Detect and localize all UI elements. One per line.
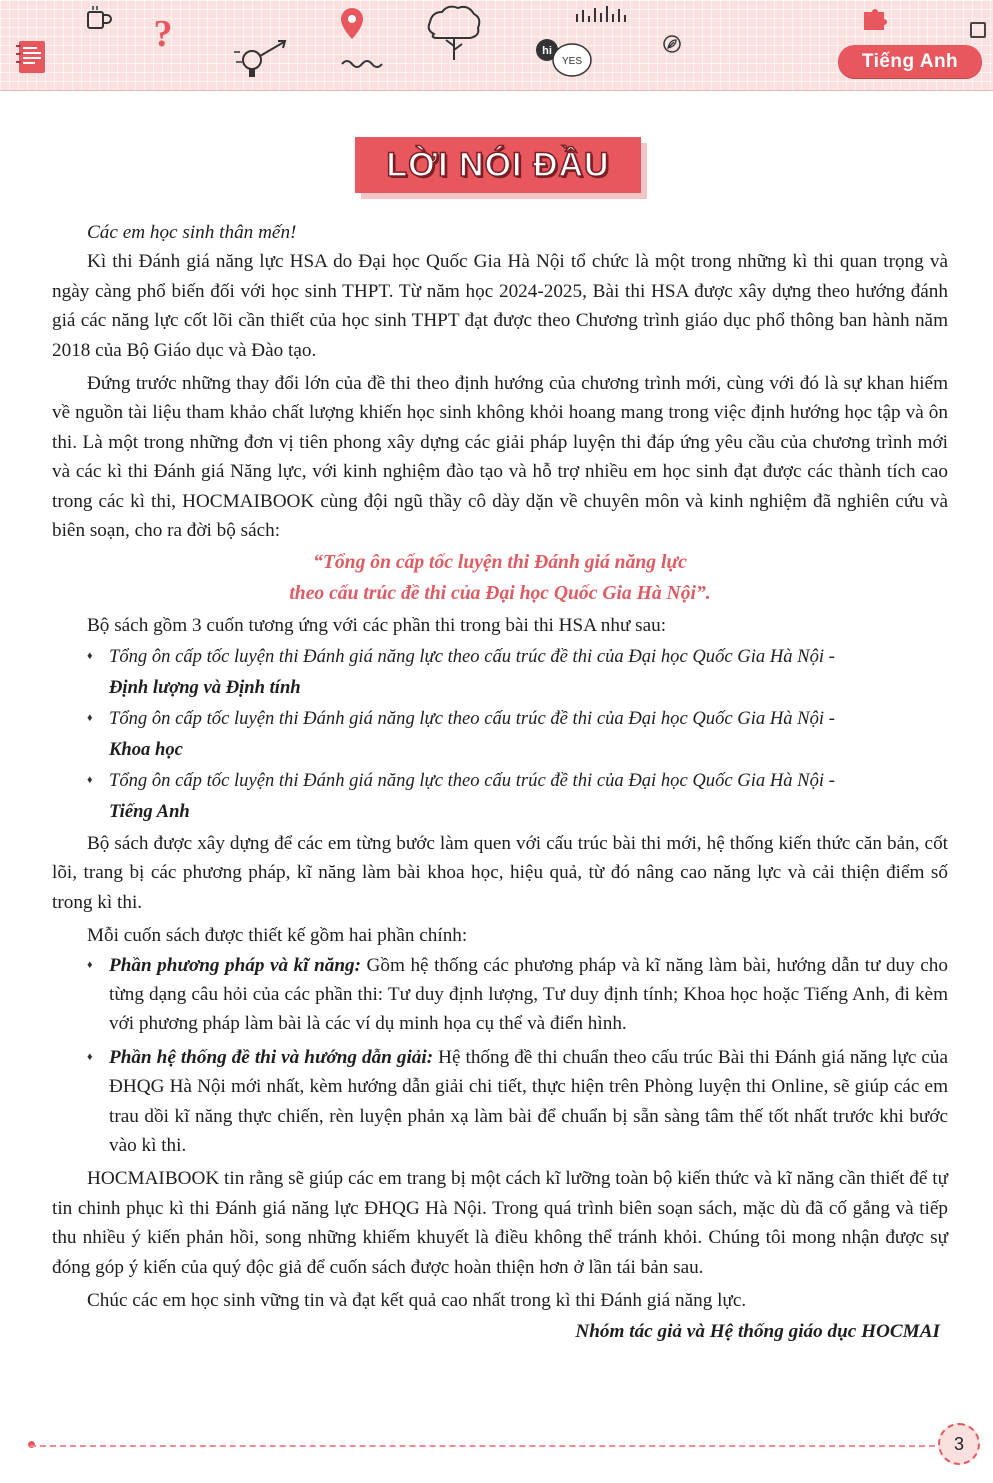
location-wave-icon	[338, 6, 390, 72]
book-item-prefix: Tổng ôn cấp tốc luyện thi Đánh giá năng lực theo cấu trúc đề thi của Đại học Quốc Gia Hà Nội -	[109, 769, 835, 791]
hi-yes-bubble-icon	[536, 36, 598, 86]
part-item	[52, 1043, 948, 1161]
page-title: LỜI NÓI ĐẦU	[386, 145, 610, 184]
book-list	[52, 641, 948, 827]
paragraph-4: HOCMAIBOOK tin rằng sẽ giúp các em trang bị một cách kĩ lưỡng toàn bộ kiến thức và kĩ năng cần thiết để tự tin chinh phục kì thi Đánh giá năng lực ĐHQG Hà Nội. Trong quá trình biên soạn sách, mặc dù đã cố gắng và tiếp thu nhiều ý kiến phản hồi, song những khiếm khuyết là điều không thể tránh khỏi. Chúng tôi mong nhận được sự đóng góp ý kiến của quý độc giả để cuốn sách được hoàn thiện hơn ở lần tái bản sau.	[52, 1168, 948, 1278]
paragraph-3: Bộ sách được xây dựng để các em từng bước làm quen với cấu trúc bài thi mới, hệ thống kiến thức căn bản, cốt lõi, trang bị các phương pháp, kĩ năng làm bài khoa học, hiệu quả, từ đó nâng cao năng lực và cải thiện điểm số trong kì thi.	[52, 832, 948, 913]
book-item	[52, 641, 948, 703]
header-band	[0, 0, 993, 91]
book-item-prefix: Tổng ôn cấp tốc luyện thi Đánh giá năng lực theo cấu trúc đề thi của Đại học Quốc Gia Hà Nội -	[109, 645, 835, 667]
part-item	[52, 951, 948, 1039]
part-item-text: Hệ thống đề thi chuẩn theo cấu trúc Bài thi Đánh giá năng lực của ĐHQG Hà Nội mới nhất, kèm hướng dẫn giải chi tiết, thực hiện trên Phòng luyện thi Online, sẽ giúp các em trau dồi kĩ năng thực chiến, rèn luyện phản xạ làm bài để chuẩn bị sẵn sàng tâm thế tốt nhất trước khi bước vào kì thi.	[109, 1046, 948, 1156]
paragraph-5: Chúc các em học sinh vững tin và đạt kết quả cao nhất trong kì thi Đánh giá năng lực.	[87, 1289, 747, 1311]
book-item-name: Định lượng và Định tính	[109, 676, 301, 698]
paragraph-2: Đứng trước những thay đổi lớn của đề thi theo định hướng của chương trình mới, cùng với đó là sự khan hiếm về nguồn tài liệu tham khảo chất lượng khiến học sinh không khỏi hoang mang trong việc định hướng học tập và ôn thi. Là một trong những đơn vị tiên phong xây dựng các giải pháp luyện thi đáp ứng yêu cầu của chương trình mới và các kì thi Đánh giá Năng lực, với kinh nghiệm đào tạo và hỗ trợ nhiều em học sinh đạt được các thành tích cao trong các kì thi, HOCMAIBOOK cùng đội ngũ thầy cô dày dặn về chuyên môn và kinh nghiệm đã nghiên cứu và biên soạn, cho ra đời bộ sách:	[52, 373, 948, 542]
paragraph-1: Kì thi Đánh giá năng lực HSA do Đại học Quốc Gia Hà Nội tổ chức là một trong những kì thi quan trọng và ngày càng phổ biến đối với học sinh THPT. Từ năm học 2024-2025, Bài thi HSA được xây dựng theo hướng đánh giá các năng lực cốt lõi cần thiết của học sinh THPT đạt được theo Chương trình giáo dục phổ thông ban hành năm 2018 của Bộ Giáo dục và Đào tạo.	[52, 251, 948, 361]
part-item-label: Phần hệ thống đề thi và hướng dẫn giải:	[109, 1046, 434, 1068]
corner-mark-icon	[970, 22, 986, 38]
title-banner	[355, 137, 647, 199]
book-item	[52, 703, 948, 765]
signature: Nhóm tác giả và Hệ thống giáo dục HOCMAI	[575, 1321, 940, 1343]
question-icon	[150, 12, 176, 56]
book-item-name: Khoa học	[109, 738, 183, 760]
audio-bars-icon	[574, 4, 632, 24]
quote-line-2: theo cấu trúc đề thi của Đại học Quốc Gia Hà Nội”.	[289, 583, 711, 605]
preface-body	[52, 218, 948, 1347]
part-item-label: Phần phương pháp và kĩ năng:	[109, 954, 362, 976]
subject-badge: Tiếng Anh	[838, 45, 982, 78]
svg-text:?: ?	[153, 13, 173, 55]
quote-line-1: “Tổng ôn cấp tốc luyện thi Đánh giá năng lực	[313, 552, 687, 574]
salutation: Các em học sinh thân mến!	[87, 222, 297, 243]
notebook-icon	[16, 38, 48, 76]
page-number: 3	[938, 1423, 980, 1465]
bubble-yes-text: YES	[561, 56, 583, 67]
footer-divider	[30, 1445, 935, 1447]
puzzle-icon	[862, 8, 888, 32]
book-item-name: Tiếng Anh	[109, 800, 190, 822]
parts-list	[52, 951, 948, 1161]
idea-graph-icon	[232, 38, 288, 82]
title-banner-box	[355, 137, 641, 193]
parts-intro: Mỗi cuốn sách được thiết kế gồm hai phần chính:	[87, 925, 468, 947]
mug-icon	[84, 4, 114, 34]
leaf-icon	[662, 34, 682, 54]
book-item-prefix: Tổng ôn cấp tốc luyện thi Đánh giá năng lực theo cấu trúc đề thi của Đại học Quốc Gia Hà Nội -	[109, 707, 835, 729]
book-item	[52, 765, 948, 827]
part-item-text: Gồm hệ thống các phương pháp và kĩ năng làm bài, hướng dẫn tư duy cho từng dạng câu hỏi của các phần thi: Tư duy định lượng, Tư duy định tính; Khoa học hoặc Tiếng Anh, đi kèm với phương pháp làm bài là các ví dụ minh họa cụ thể và điển hình.	[109, 954, 948, 1035]
bubble-hi-text: hi	[542, 45, 552, 57]
brain-tree-icon	[424, 4, 484, 62]
books-intro: Bộ sách gồm 3 cuốn tương ứng với các phần thi trong bài thi HSA như sau:	[87, 615, 667, 637]
